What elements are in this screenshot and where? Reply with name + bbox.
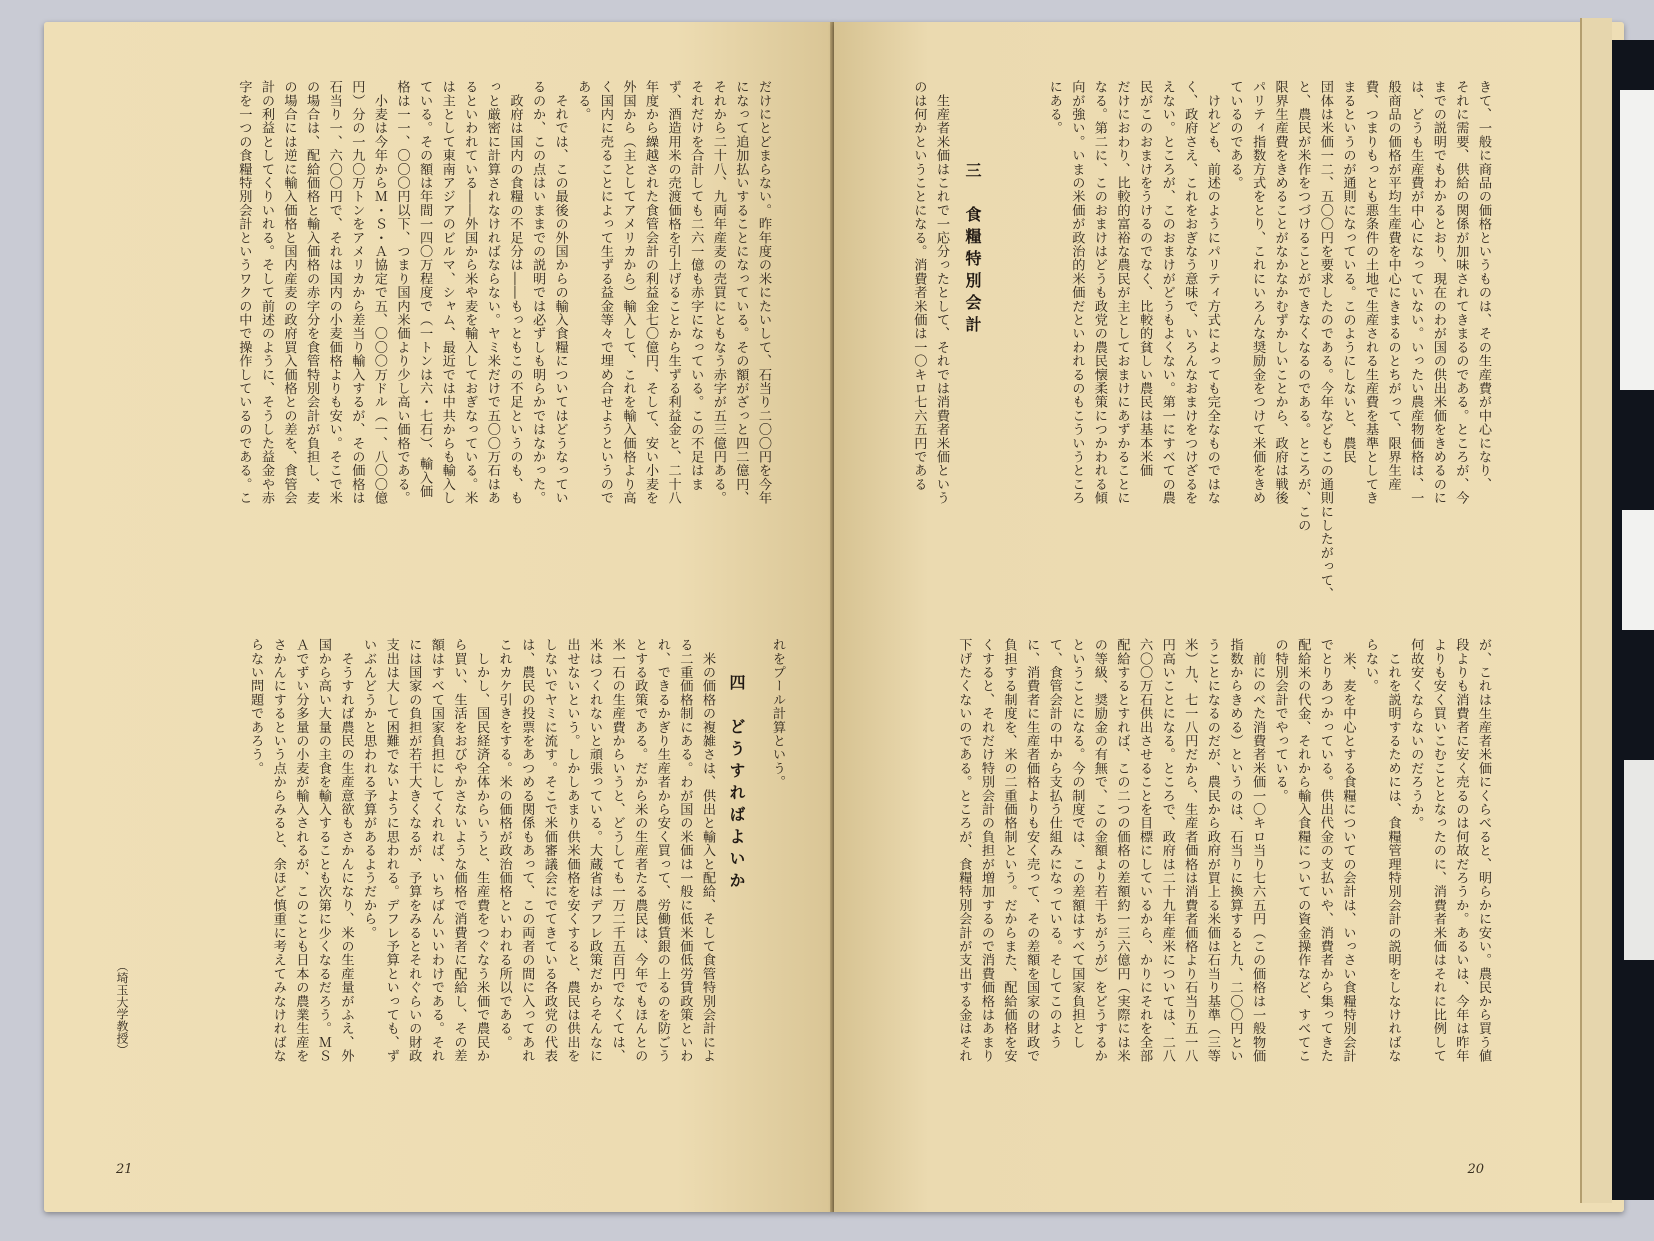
left-page — [44, 22, 834, 1212]
cover-edge — [1612, 40, 1654, 1200]
page-number-left: 21 — [116, 1162, 133, 1177]
section-heading-3: 三 食糧特別会計 — [963, 162, 982, 338]
right-after-heading-text: 生産者米価はこれで一応分ったとして、それでは消費者米価という のは何かということになる。消費者米価は一〇キロ七六五円である — [911, 80, 949, 505]
left-continuation-text: れをプール計算という。 — [770, 638, 785, 789]
right-page — [834, 22, 1624, 1212]
author-affiliation: （埼玉大学教授） — [115, 960, 129, 1056]
right-bottom-text: が、これは生産者米価にくらべると、明らかに安い。農民から買う値 段よりも消費者に安く売るのは何故だろうか。あるいは、今年は昨年 よりも安く買いこむこととなったのに、消費者米価はそれに比例して 何故安くならないのだろうか。 これを説明するためには、食糧管理特別会計の説明をしなければな らない。 米、麦を中心とする食糧についての会計は、いっさい食糧特別会計 でとりあつかっている。供出代金の支払いや、消費者から集ってきた 配給米の代金、それから輸入食糧についての資金操作など、すべてこ の特別会計でやっている。 前にのべた消費者米価一〇キロ当り七六五円（この価格は一般物価 指数からきめる）というのは、石当りに換算すると九、二〇〇円とい うことになるのだが、農民から政府が買上る米価は石当り基準（三等 米）九、七一八円だから、生産者価格は消費者価格より石当り五一八 円高いことになる。ところで、政府は二十九年産米については、二八 六〇〇万石供出させることを目標にしているから、かりにそれを全部 配給するとすれば、この二つの価格の差額約一三六億円（実際には米 の等級、奨励金の有無で、この金額より若干ちがうが）をどうするか ということになる。今の制度では、この差額はすべて国家負担とし て、食管会計の中から支払う仕組みになっている。そしてこのよう に、消費者に生産者価格よりも安く売って、その差額を国家の財政で 負担する制度を、米の二重価格制という。だからまた、配給価格を安 くすると、それだけ特別会計の負担が増加するので消費価格はあまり 下げたくないのである。ところが、食糧特別会計が支出する金はそれ — [956, 638, 1491, 1063]
page-edge-strip — [1580, 18, 1612, 1203]
right-top-text: きて、一般に商品の価格というものは、その生産費が中心になり、 それに需要、供給の関係が加味されてきまるのである。ところが、今 までの説明でもわかるとおり、現在のわが国の供出米価をきめるのに は、どうも生産費が中心になっていない。いったい農産物価格は、一 般商品の価格が平均生産費を中心にきまるのとちがって、限界生産 費、つまりもっとも悪条件の土地で生産される生産費を基準としてき まるというのが通則になっている。このようにしないと、農民 団体は米価一二、五〇〇円を要求したのである。今年などもこの通則にしたがって、 と、農民が米作をつづけることができなくなるのである。ところが、この 限界生産費をきめることがなかなかむずかしいことから、政府は戦後 パリティ指数方式をとり、これにいろんな奨励金をつけて米価をきめ ているのである。 けれども、前述のようにパリティ方式によっても完全なものではな く、政府さえ、これをおぎなう意味で、いろんなおまけをつけざるを えない。ところが、このおまけがどうもよくない。第一にすべての農 民がこのおまけをうけるのでなく、比較的貧しい農民は基本米価 だけにおわり、比較的富裕な農民が主としておまけにあずかることに なる。第二に、このおまけはどうも政党の農民懐柔策につかわれる傾 向が強い。いまの米価が政治的米価だといわれるのもこういうところ にある。 — [1046, 80, 1491, 601]
left-bottom-text: 米の価格の複雑さは、供出と輸入と配給、そして食管特別会計によ る二重価格制にある。わが国の米価は一般に低米価低労賃政策といわ れ、できるかぎり生産者から安く買って、労働賃銀の上るのを防ごう とする政策である。だから米の生産者たる農民は、今年でもほんとの 米一石の生産費からいうと、どうしても一万二千五百円でなくては、 米はつくれないと頑張っている。大蔵省はデフレ政策だからそんなに 出せないという。しかしあまり供米価格を安くすると、農民は供出を しないでヤミに流す。そこで米価審議会にでてきている各政党の代表 は、農民の投票をあつめる関係もあって、この両者の間に入ってあれ これカケ引きをする。米の価格が政治価格といわれる所以である。 しかし、国民経済全体からいうと、生産費をつぐなう米価で農民か ら買い、生活をおびやかさないような価格で消費者に配給し、その差 額はすべて国家負担にしてくれれば、いちばんいいわけである。それ には国家の負担が若干大きくなるが、予算をみるとそれぐらいの財政 支出は大して困難でないように思われる。デフレ予算といっても、ず いぶんどうかと思われる予算があるようだから。 そうすれば農民の生産意欲もさかんになり、米の生産量がふえ、外 国から高い大量の主食を輸入することも次第に少くなるだろう。ＭＳ Ａでずい分多量の小麦が輸入されるが、このことも日本の農業生産を さかんにするという点からみると、余ほど慎重に考えてみなければな らない問題であろう。 — [248, 638, 715, 1063]
section-heading-4: 四 どうすればよいか — [727, 674, 746, 894]
page-number-right: 20 — [1467, 1162, 1484, 1177]
magazine-spread — [44, 22, 1604, 1212]
left-top-text: だけにとどまらない。昨年度の米にたいして、石当り二〇〇円を今年 になって追加払いすることになっている。その額がざっと四二億円、 それから二十八、九両年産麦の売買にともなう赤字が五三億円ある。 それだけを合計しても二六一億も赤字になっている。この不足はま ず、酒造用米の売渡価格を引上げることから生ずる利益金と、二十八 年度から繰越された食管会計の利益金七〇億円、そして、安い小麦を 外国から（主としてアメリカから）輸入して、これを輸入価格より高 く国内に売ることによって生ずる益金等々で埋め合せようというので ある。 それでは、この最後の外国からの輸入食糧についてはどうなってい るのか、この点はいままでの説明では必ずしも明らかではなかった。 政府は国内の食糧の不足分は――もっともこの不足というのも、も っと厳密に計算されなければならない。ヤミ米だけで五〇〇万石はあ るといわれている――外国から米や麦を輸入しておぎなっている。米 は主として東南アジアのビルマ、シャム、最近では中共からも輸入し ている。その額は年間一四〇万程度で（一トンは六・七石）、輸入価 格は一一、〇〇〇円以下、つまり国内米価より少し高い価格である。 小麦は今年からＭ・Ｓ・Ａ協定で五、〇〇〇万ドル（一、八〇〇億 円）分の一九〇万トンをアメリカから差当り輸入するが、その価格は 石当り一、六〇〇円で、それは国内の小麦価格よりも安い。そこで米 の場合は、配給価格と輸入価格の赤字分を食管特別会計が負担し、麦 の場合には逆に輸入価格と国内産麦の政府買入価格との差を、食管会 計の利益としてくりいれる。そして前述のように、そうした益金や赤 字を一つの食糧特別会計というワクの中で操作しているのである。こ — [236, 80, 771, 505]
